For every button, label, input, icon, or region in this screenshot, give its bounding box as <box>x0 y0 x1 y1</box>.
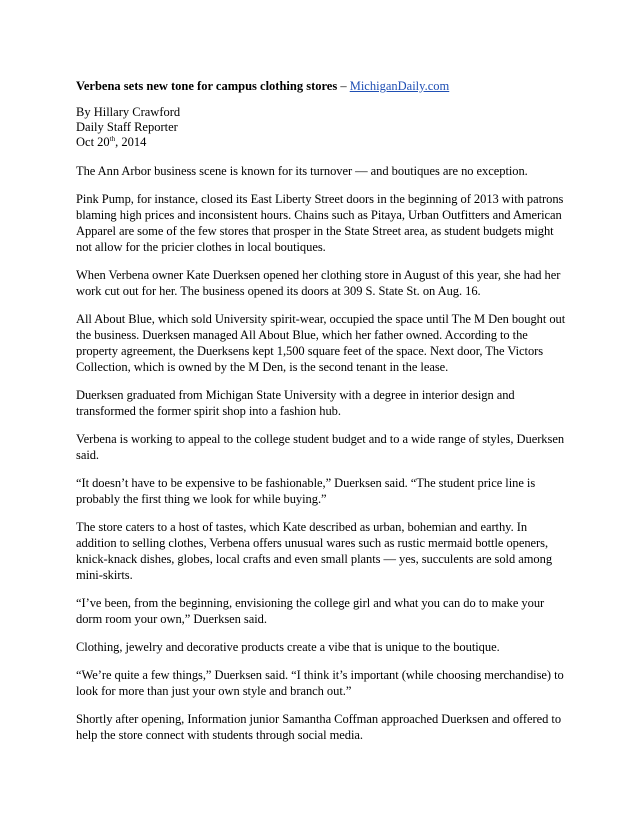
paragraph: Shortly after opening, Information junior Samantha Coffman approached Duerksen and offered to help the store connect with students through social media. <box>76 712 562 742</box>
article-title: Verbena sets new tone for campus clothing stores <box>76 79 338 93</box>
publish-date <box>76 135 566 150</box>
paragraph: “It doesn’t have to be expensive to be fashionable,” Duerksen said. “The student price line is probably the first thing we look for while buying.” <box>76 476 536 506</box>
date-suffix: th <box>109 134 116 143</box>
paragraph: All About Blue, which sold University spirit-wear, occupied the space until The M Den bought out the business. Duerksen managed All About Blue, which her father owned. According to the property agreement, the Duerksens kept 1,500 square feet of the space. Next door, The Victors Collection, which is owned by the M Den, is the second tenant in the lease. <box>76 312 566 374</box>
paragraph: The store caters to a host of tastes, which Kate described as urban, bohemian and earthy. In addition to selling clothes, Verbena offers unusual wares such as rustic mermaid bottle openers, knick-knack dishes, globes, local crafts and even small plants — yes, succulents are sold among mini-skirts. <box>76 520 553 582</box>
paragraph: Duerksen graduated from Michigan State University with a degree in interior design and transformed the former spirit shop into a fashion hub. <box>76 388 515 418</box>
byline <box>76 105 566 150</box>
paragraph: “We’re quite a few things,” Duerksen said. “I think it’s important (while choosing merchandise) to look for more than just your own style and branch out.” <box>76 668 564 698</box>
paragraph: Verbena is working to appeal to the college student budget and to a wide range of styles, Duerksen said. <box>76 432 565 462</box>
article-headline <box>76 78 566 94</box>
paragraph: Clothing, jewelry and decorative products create a vibe that is unique to the boutique. <box>76 640 500 654</box>
date-rest: , 2014 <box>115 135 147 149</box>
article-body <box>76 163 566 743</box>
article-page <box>76 78 566 755</box>
date-prefix: Oct 20 <box>76 135 110 149</box>
author-name: By Hillary Crawford <box>76 105 181 119</box>
source-link[interactable]: MichiganDaily.com <box>349 79 450 93</box>
title-separator: – <box>337 79 350 93</box>
paragraph: “I’ve been, from the beginning, envisioning the college girl and what you can do to make your dorm room your own,” Duerksen said. <box>76 596 545 626</box>
paragraph: Pink Pump, for instance, closed its East Liberty Street doors in the beginning of 2013 with patrons blaming high prices and inconsistent hours. Chains such as Pitaya, Urban Outfitters and American Apparel are some of the few stores that prosper in the State Street area, as student budgets might not allow for the pricier clothes in local boutiques. <box>76 192 564 254</box>
author-role: Daily Staff Reporter <box>76 120 178 134</box>
paragraph: When Verbena owner Kate Duerksen opened her clothing store in August of this year, she had her work cut out for her. The business opened its doors at 309 S. State St. on Aug. 16. <box>76 268 561 298</box>
paragraph: The Ann Arbor business scene is known for its turnover — and boutiques are no exception. <box>76 164 528 178</box>
